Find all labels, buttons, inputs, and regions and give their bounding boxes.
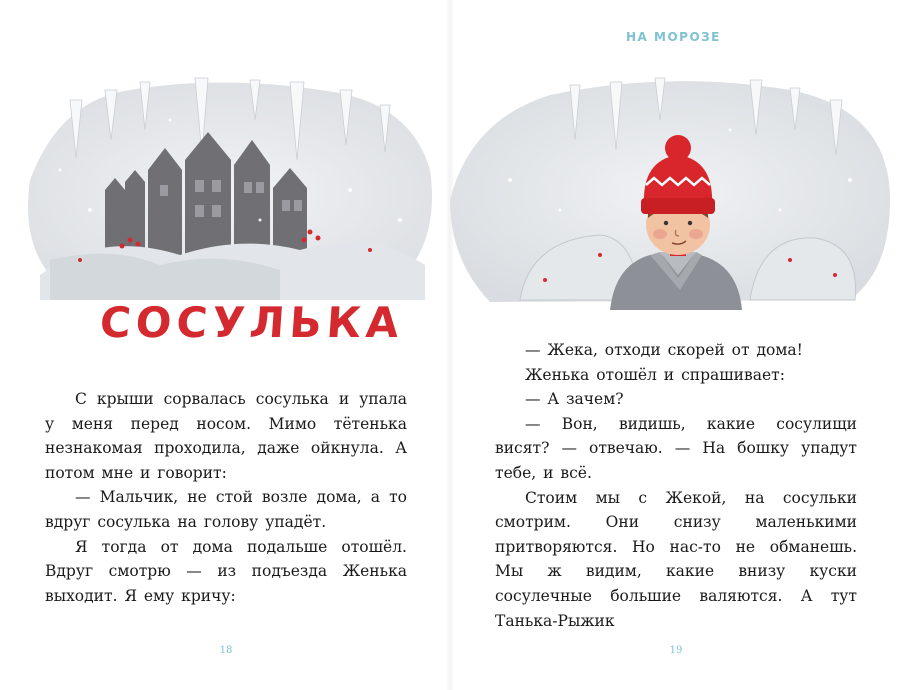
chapter-title: СОСУЛЬКА (98, 298, 406, 347)
paragraph: — Мальчик, не стой возле дома, а то вдруг сосулька на голову упадёт. (45, 488, 407, 531)
page-number-left: 18 (219, 645, 233, 656)
paragraph: — А зачем? (525, 390, 624, 409)
paragraph: Женька отошёл и спрашивает: (525, 365, 785, 384)
boy-illustration (450, 60, 900, 310)
paragraph: — Жека, отходи скорей от дома! (525, 341, 803, 359)
running-head: НА МОРОЗЕ (626, 30, 721, 44)
winter-houses-illustration (20, 60, 440, 305)
paragraph: — Вон, видишь, какие сосулищи висят? — отвечаю. — На бошку упадут тебе, и всё. (495, 414, 857, 482)
page-number-right: 19 (669, 645, 683, 656)
right-page (450, 0, 900, 690)
left-body-text (45, 387, 407, 608)
paragraph: Стоим мы с Жекой, на сосульки смотрим. Они снизу маленькими притворяются. Но нас-то не обманешь. Мы ж видим, какие внизу куски сосулечные большие валяются. А тут Танька-Рыжик (495, 488, 857, 630)
paragraph: С крыши сорвалась сосулька и упала у меня перед носом. Мимо тётенька незнакомая проходила, даже ойкнула. А потом мне и говорит: (45, 390, 407, 482)
right-body-text (495, 338, 857, 633)
paragraph: Я тогда от дома подальше отошёл. Вдруг смотрю — из подъезда Женька выходит. Я ему кричу: (45, 537, 407, 605)
